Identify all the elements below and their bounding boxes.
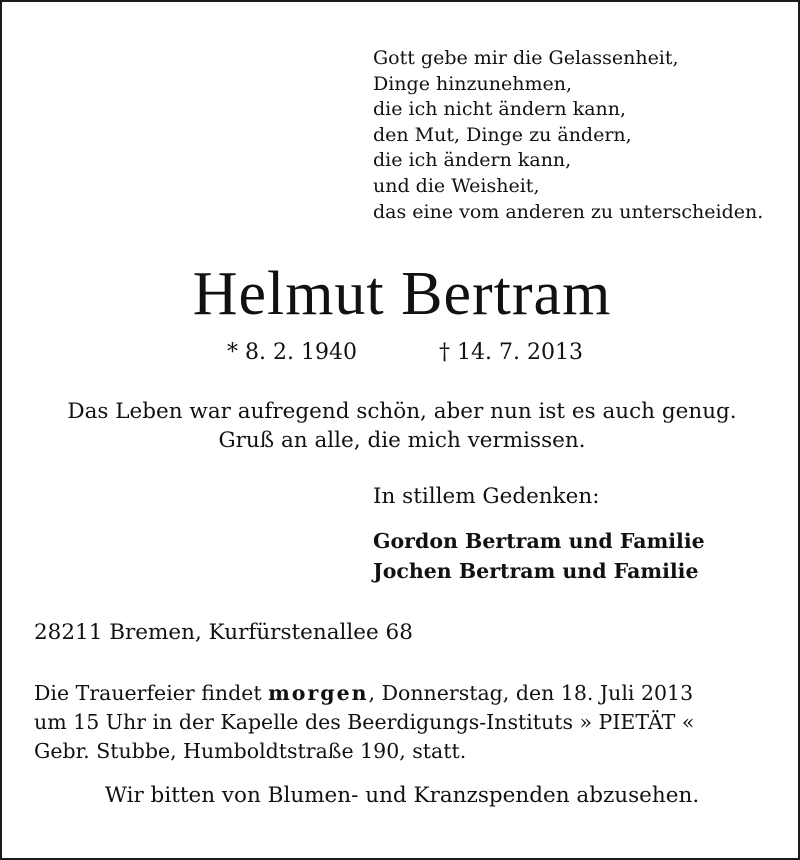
- ceremony-line: [34, 679, 694, 708]
- farewell-quote: [2, 397, 800, 455]
- deceased-name: Helmut Bertram: [192, 260, 612, 328]
- poem-line: Gott gebe mir die Gelassenheit,: [373, 47, 679, 69]
- ceremony-text: , Donnerstag, den 18. Juli 2013: [368, 681, 694, 705]
- death-date: † 14. 7. 2013: [439, 340, 583, 365]
- quote-line: Gruß an alle, die mich vermissen.: [218, 428, 586, 453]
- poem-line: den Mut, Dinge zu ändern,: [373, 123, 632, 146]
- poem-line: und die Weisheit,: [373, 174, 540, 197]
- poem-line: Dinge hinzunehmen,: [373, 72, 573, 95]
- memory-intro: In stillem Gedenken:: [373, 484, 600, 509]
- ceremony-text: Die Trauerfeier findet: [34, 681, 269, 705]
- ceremony-line: Gebr. Stubbe, Humboldtstraße 190, statt.: [34, 739, 467, 763]
- ceremony-emphasis: morgen: [268, 681, 369, 705]
- birth-date: * 8. 2. 1940: [227, 340, 357, 365]
- mourner-families: [373, 526, 705, 586]
- funeral-ceremony-info: [34, 679, 694, 766]
- quote-line: Das Leben war aufregend schön, aber nun ist es auch genug.: [67, 399, 737, 424]
- family-name: Jochen Bertram und Familie: [373, 559, 699, 583]
- poem-line: die ich nicht ändern kann,: [373, 98, 627, 121]
- family-name: Gordon Bertram und Familie: [373, 529, 705, 553]
- poem-line: das eine vom anderen zu unterscheiden.: [373, 200, 764, 223]
- serenity-poem: [373, 46, 763, 225]
- family-address: 28211 Bremen, Kurfürstenallee 68: [34, 620, 413, 645]
- flowers-note: Wir bitten von Blumen- und Kranzspenden abzusehen.: [104, 783, 700, 808]
- ceremony-line: um 15 Uhr in der Kapelle des Beerdigungs-Instituts » PIETÄT «: [34, 710, 695, 734]
- poem-line: die ich ändern kann,: [373, 149, 572, 172]
